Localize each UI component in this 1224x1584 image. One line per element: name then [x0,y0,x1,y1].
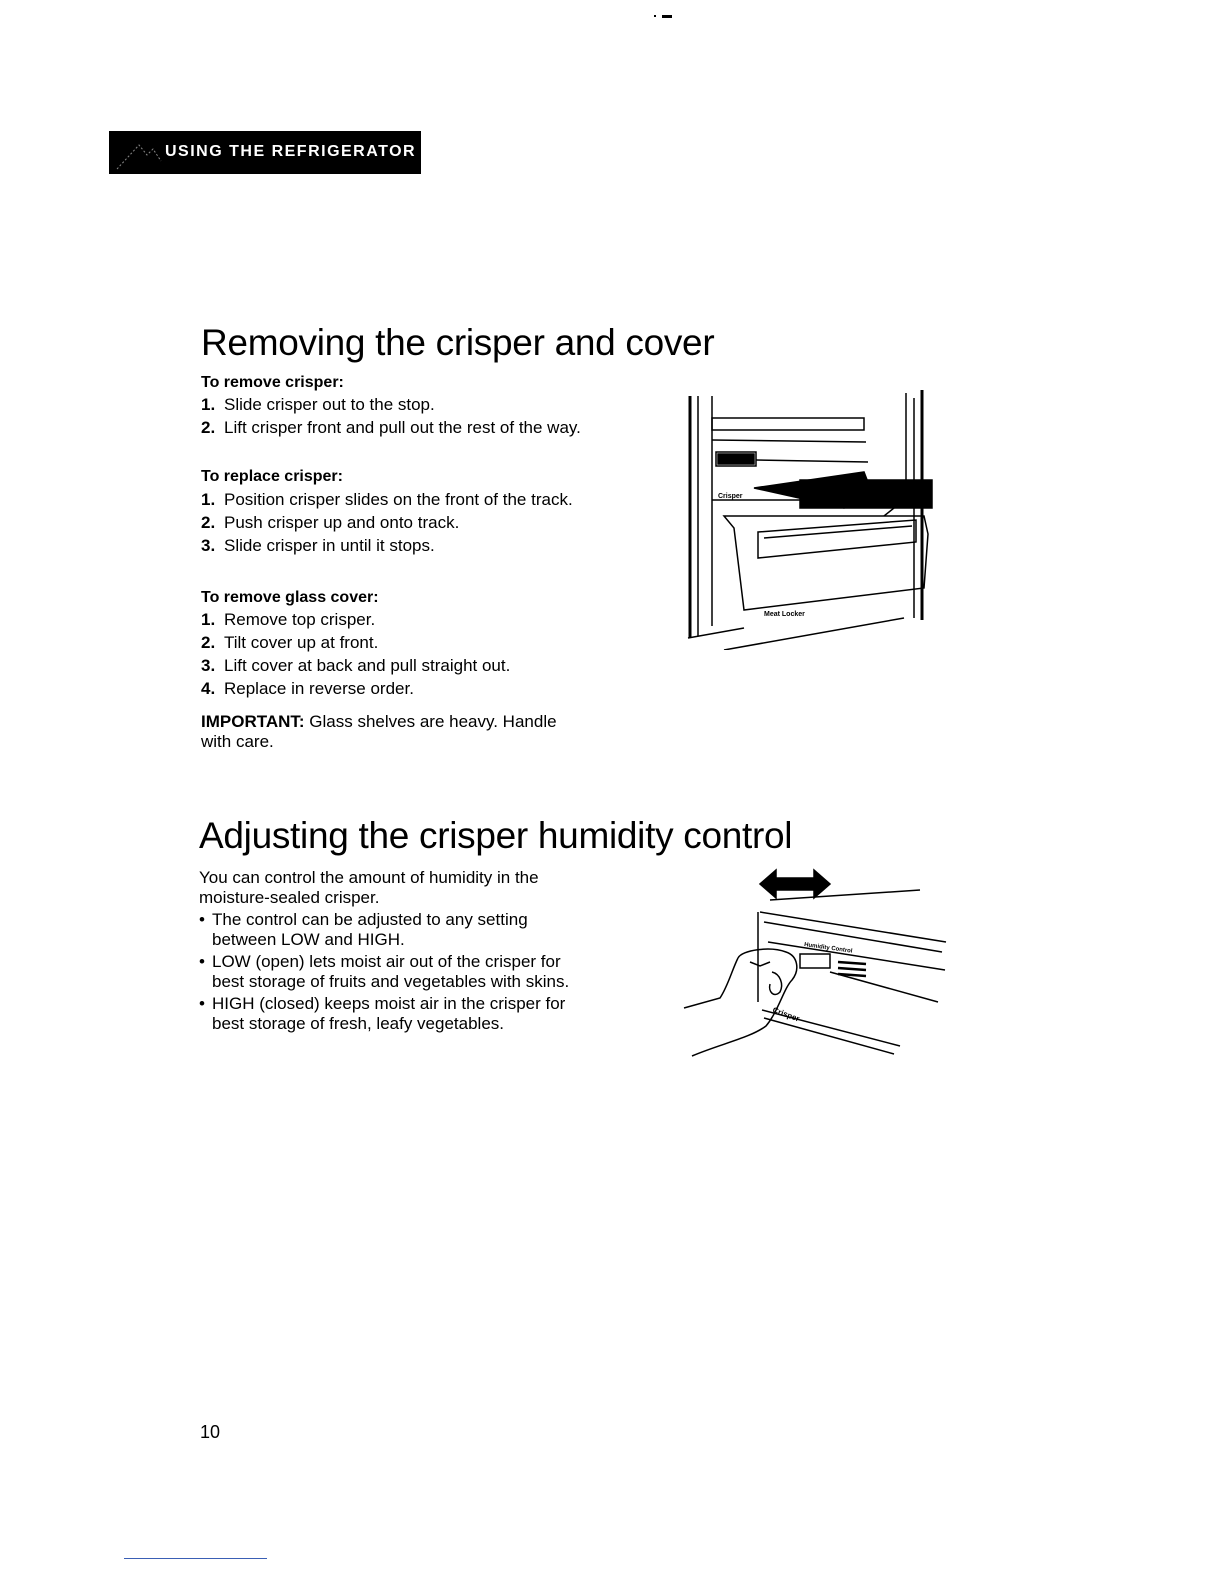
section-title-humidity: Adjusting the crisper humidity control [199,815,793,856]
important-label: IMPORTANT: [201,712,305,731]
list-item: • The control can be adjusted to any setting between LOW and HIGH. [199,910,589,950]
list-item: 2. Push crisper up and onto track. [201,513,460,532]
list-item: 4. Replace in reverse order. [201,679,414,698]
humidity-bullets [199,910,589,1036]
remove-cover-steps [201,610,601,702]
section-header-bar [109,131,421,174]
list-item: • LOW (open) lets moist air out of the crisper for best storage of fruits and vegetables with skins. [199,952,589,992]
list-item: • HIGH (closed) keeps moist air in the crisper for best storage of fresh, leafy vegetables. [199,994,589,1034]
list-item: 1. Position crisper slides on the front of the track. [201,490,573,509]
replace-crisper-steps [201,490,581,559]
humidity-intro: You can control the amount of humidity in the moisture-sealed crisper. [199,868,539,907]
list-item: 2. Tilt cover up at front. [201,633,379,652]
list-item: 1. Slide crisper out to the stop. [201,395,435,414]
figure-label-crisper: Crisper [718,493,743,500]
remove-crisper-heading: To remove crisper: [201,374,344,391]
scan-mark [654,14,674,18]
list-item: 3. Slide crisper in until it stops. [201,536,435,555]
figure-label-crisper: Crisper [771,1005,801,1024]
list-item: 2. Lift crisper front and pull out the rest of the way. [201,418,581,437]
humidity-control-illustration [680,862,950,1072]
figure-label-humidity-control: Humidity Control [803,942,853,955]
section-title-removing: Removing the crisper and cover [201,322,715,363]
remove-cover-heading: To remove glass cover: [201,589,379,606]
mountain-logo-icon [109,131,169,174]
figure-label-meat-locker: Meat Locker [764,611,805,618]
crisper-removal-illustration [684,388,940,650]
replace-crisper-heading: To replace crisper: [201,468,343,485]
important-note [201,712,591,752]
header-title: USING THE REFRIGERATOR [165,143,417,160]
page-number: 10 [200,1422,221,1442]
remove-crisper-steps [201,395,601,441]
divider [124,1558,267,1559]
list-item: 1. Remove top crisper. [201,610,376,629]
list-item: 3. Lift cover at back and pull straight out. [201,656,511,675]
important-text: Glass shelves are heavy. Handle with care. [201,712,557,751]
